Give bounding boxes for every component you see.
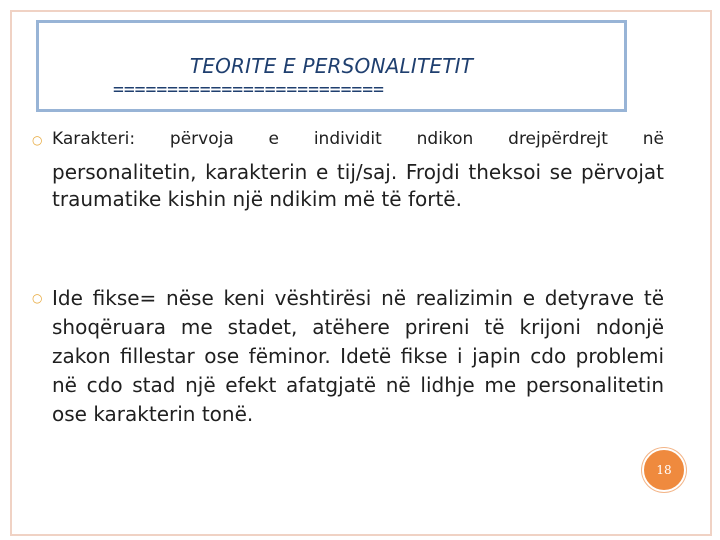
paragraph-2-text: Ide fikse= nëse keni vështirësi në realizimin e detyrave të shoqëruara me stadet, atëhere prireni të krijoni ndonjë zakon fillestar ose fëminor. Idetë fikse i japin cdo problemi në cdo stad një efekt afatgjatë në lidhje me personalitetin ose karakterin tonë. xyxy=(52,286,664,426)
title-box xyxy=(36,20,627,112)
paragraph-1-text: personalitetin, karakterin e tij/saj. Frojdi theksoi se përvojat traumatike kishin një ndikim më të fortë. xyxy=(52,160,664,211)
bullet-icon: ○ xyxy=(32,133,43,147)
slide-title: TEORITE E PERSONALITETIT xyxy=(189,54,474,78)
title-rule: ========================= xyxy=(113,81,384,99)
paragraph-1-first-line: Karakteri: përvoja e individit ndikon drejpërdrejt në xyxy=(52,129,664,149)
bullet-icon: ○ xyxy=(32,291,43,305)
page-number-badge: 18 xyxy=(642,448,686,492)
